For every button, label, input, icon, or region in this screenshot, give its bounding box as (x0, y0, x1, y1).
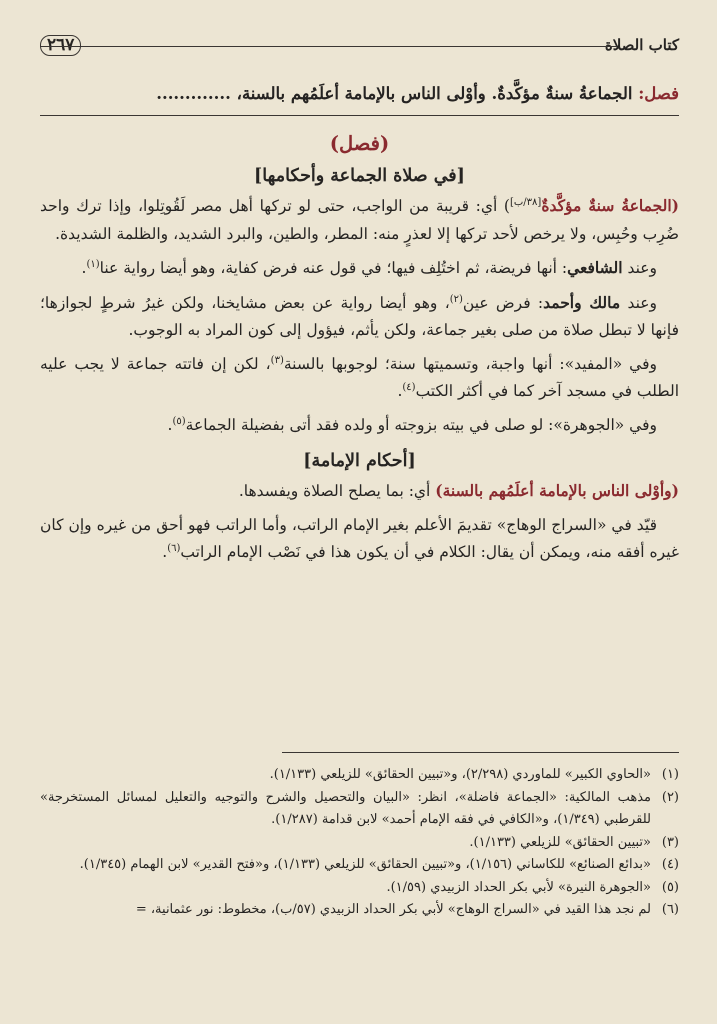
paragraph-shafii (40, 254, 679, 283)
paragraph-text: . (397, 382, 403, 400)
paragraph-siraj (40, 512, 679, 567)
footnote (40, 877, 679, 900)
book-title: كتاب الصلاة (604, 36, 679, 54)
paragraph-text: . (81, 259, 87, 277)
imamate-heading: [أحكام الإمامة] (303, 451, 416, 471)
footnote-text: «بدائع الصنائع» للكاساني (١/١٥٦)، و«تبيين الحقائق» للزيلعي (١/١٣٣)، و«فتح القدير» لابن الهمام (١/٣٤٥). (79, 857, 651, 872)
footnote (40, 764, 679, 787)
footnote (40, 832, 679, 855)
paragraph-text: ، لكن إن فاتته جماعة لا يجب عليه الطلب في مسجد آخر كما في أكثر الكتب (40, 354, 679, 400)
running-header (40, 34, 679, 56)
footnote-number: (٤) (661, 857, 679, 872)
paragraph-text: : أنها فريضة، ثم اختُلِف فيها؛ في قول عنه فرض كفاية، وهو أيضا رواية عنا (99, 259, 568, 277)
paragraph-jamaah-sunnah (40, 192, 679, 248)
footnote-text: «الحاوي الكبير» للماوردي (٢/٢٩٨)، و«تبيين الحقائق» للزيلعي (١/١٣٣). (269, 767, 651, 782)
scholar-name: الشافعي (567, 258, 623, 277)
paragraph-text: وعند (620, 293, 657, 312)
paragraph-text: ) أي: قريبة من الواجب، حتى لو تركها أهل مصر لَقُوتِلوا، وإذا ترك واحد ضُرِب وحُبِس، ولا يرخص لأحد تركها إلا لعذرٍ منه: المطر، والطين، والبرد الشديد، والظلمة الشديدة. (40, 197, 679, 243)
paragraph-text: أي: بما يصلح الصلاة ويفسدها. (238, 482, 436, 500)
footnote-text: «الجوهرة النيرة» لأبي بكر الحداد الزبيدي (١/٥٩). (386, 879, 651, 895)
scholar-name: مالك وأحمد (543, 292, 621, 312)
paragraph-text: . (162, 543, 168, 561)
footnote-number: (٦) (661, 902, 679, 917)
paragraph-text: . (167, 415, 173, 434)
footnote-text: مذهب المالكية: «الجماعة فاضلة»، انظر: «البيان والتحصيل والشرح والتوجيه والتعليل لمسائل المستخرجة» للقرطبي (١/٣٤٩)، و«الكافي في فقه الإمام أحمد» لابن قدامة (١/٢٨٧). (40, 789, 651, 827)
footnote (40, 899, 679, 922)
section-summary (40, 84, 679, 103)
page-number: ٢٦٧ (40, 35, 81, 56)
footnote-number: (٣) (661, 834, 679, 850)
paragraph-text: وعند (622, 259, 657, 277)
footnote-number: (١) (661, 767, 679, 782)
footnote-text: «تبيين الحقائق» للزيلعي (١/١٣٣). (469, 834, 651, 850)
footnote-ref: (٥) (172, 415, 186, 427)
paragraph-text: وفي «الجوهرة»: لو صلى في بيته بزوجته أو ولده فقد أتى بفضيلة الجماعة (185, 415, 657, 434)
paragraph-malik-ahmad (40, 289, 679, 345)
footnote-ref: (٣) (270, 354, 284, 366)
main-text (40, 128, 679, 573)
matn-quote: (وأوْلى الناس بالإمامة أعلَمُهم بالسنة) (435, 481, 679, 500)
footnote-ref: (١) (86, 258, 100, 270)
matn-quote: (الجماعةُ سنةٌ مؤكَّدةٌ (541, 196, 679, 215)
chapter-subheading: [في صلاة الجماعة وأحكامها] (254, 166, 465, 186)
footnote-rule (282, 752, 679, 753)
summary-rule (40, 115, 679, 116)
footnote-ref: (٦) (167, 542, 181, 554)
paragraph-text: وفي «المفيد»: أنها واجبة، وتسميتها سنة؛ لوجوبها بالسنة (283, 354, 657, 373)
footnote (40, 854, 679, 877)
summary-text: الجماعةُ سنةٌ مؤكَّدةٌ. وأوْلى الناس بالإمامة أعلَمُهم بالسنة، ............. (156, 84, 633, 103)
chapter-heading: (فصل) (329, 132, 390, 155)
paragraph-text: ، وهو أيضا رواية عن بعض مشايخنا، ولكن غيرُ شرطٍ لجوازها؛ فإنها لا تبطل صلاة من صلى بغير جماعة، ولكن يأثم، فيؤول إلى كون المراد به الوجوب. (40, 293, 679, 339)
footnote-text: لم نجد هذا القيد في «السراج الوهاج» لأبي بكر الحداد الزبيدي (٥٧/ب)، مخطوط: نور عثمانية، = (135, 902, 651, 917)
footnotes (40, 764, 679, 922)
footnote-ref: (٤) (402, 381, 416, 393)
footnote-number: (٢) (661, 789, 679, 805)
footnote-number: (٥) (661, 879, 679, 895)
paragraph-jawhara (40, 412, 679, 440)
paragraph-text: قيّد في «السراج الوهاج» تقديمَ الأعلم بغير الإمام الراتب، وأما الراتب فهو أحق من غيره وإن كان غيره أفقه منه، ويمكن أن يقال: الكلام في أن يكون هذا في نَصْب الإمام الراتب (40, 515, 679, 561)
summary-label: فصل: (638, 84, 679, 103)
manuscript-marker: [٣٨/ب] (509, 196, 542, 208)
paragraph-text: : فرض عين (462, 293, 544, 312)
header-rule (40, 46, 617, 47)
paragraph-mufid (40, 351, 679, 406)
footnote-ref: (٢) (449, 293, 463, 305)
paragraph-imamate (40, 477, 679, 506)
footnote (40, 787, 679, 832)
